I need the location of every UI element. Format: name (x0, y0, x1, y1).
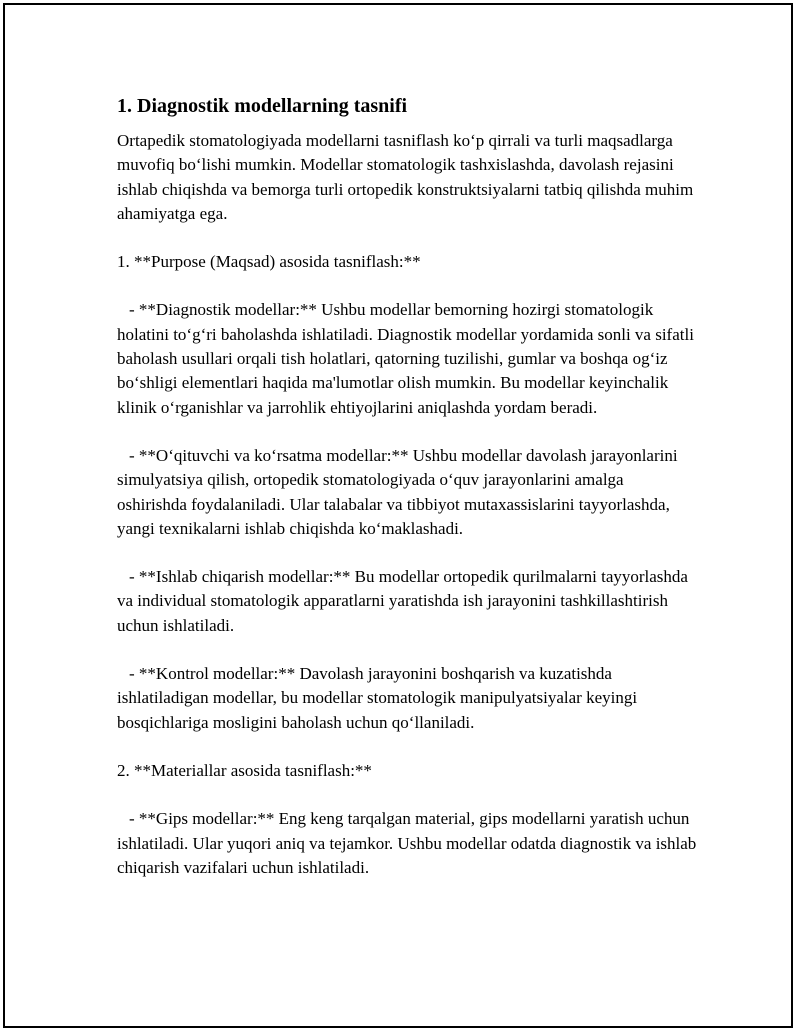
list-item-control-models: - **Kontrol modellar:** Davolash jarayonini boshqarish va kuzatishda ishlatiladigan modellar, bu modellar stomatologik manipulyatsiyalar keyingi bosqichlariga mosligini baholash uchun qo‘llaniladi. (117, 664, 642, 732)
intro-paragraph: Ortapedik stomatologiyada modellarni tasniflash ko‘p qirrali va turli maqsadlarga muvofiq bo‘lishi mumkin. Modellar stomatologik tashxislashda, davolash rejasini ishlab chiqishda va bemorga turli ortopedik konstruktsiyalarni tatbiq qilishda muhim ahamiyatga ega. (117, 131, 698, 223)
list-item-diagnostic-models: - **Diagnostik modellar:** Ushbu modellar bemorning hozirgi stomatologik holatini to‘g‘ri baholashda ishlatiladi. Diagnostik modellar yordamida sonli va sifatli baholash usullari orqali tish holatlari, qatorning tuzilishi, gumlar va boshqa og‘iz bo‘shligi elementlari haqida ma'lumotlar olish mumkin. Bu modellar keyinchalik klinik o‘rganishlar va jarrohlik ehtiyojlarini aniqlashda yordam beradi. (117, 300, 699, 417)
section-heading: 1. Diagnostik modellarning tasnifi (117, 95, 408, 117)
list-item-purpose-heading: 1. **Purpose (Maqsad) asosida tasniflash:** (117, 252, 421, 272)
list-item-gypsum-models: - **Gips modellar:** Eng keng tarqalgan material, gips modellarni yaratish uchun ishlatiladi. Ular yuqori aniq va tejamkor. Ushbu modellar odatda diagnostik va ishlab chiqarish vazifalari uchun ishlatiladi. (117, 809, 701, 877)
list-item-teaching-models: - **O‘qituvchi va ko‘rsatma modellar:** Ushbu modellar davolash jarayonlarini simulyatsiya qilish, ortopedik stomatologiyada o‘quv jarayonlarini amalga oshirishda foydalaniladi. Ular talabalar va tibbiyot mutaxassislarini tayyorlashda, yangi texnikalarni ishlab chiqishda ko‘maklashadi. (117, 445, 682, 538)
document-body (117, 92, 701, 904)
list-item-materials-heading: 2. **Materiallar asosida tasniflash:** (117, 760, 372, 780)
list-item-production-models: - **Ishlab chiqarish modellar:** Bu modellar ortopedik qurilmalarni tayyorlashda va individual stomatologik apparatlarni yaratishda ish jarayonini tashkillashtirish uchun ishlatiladi. (117, 567, 693, 635)
